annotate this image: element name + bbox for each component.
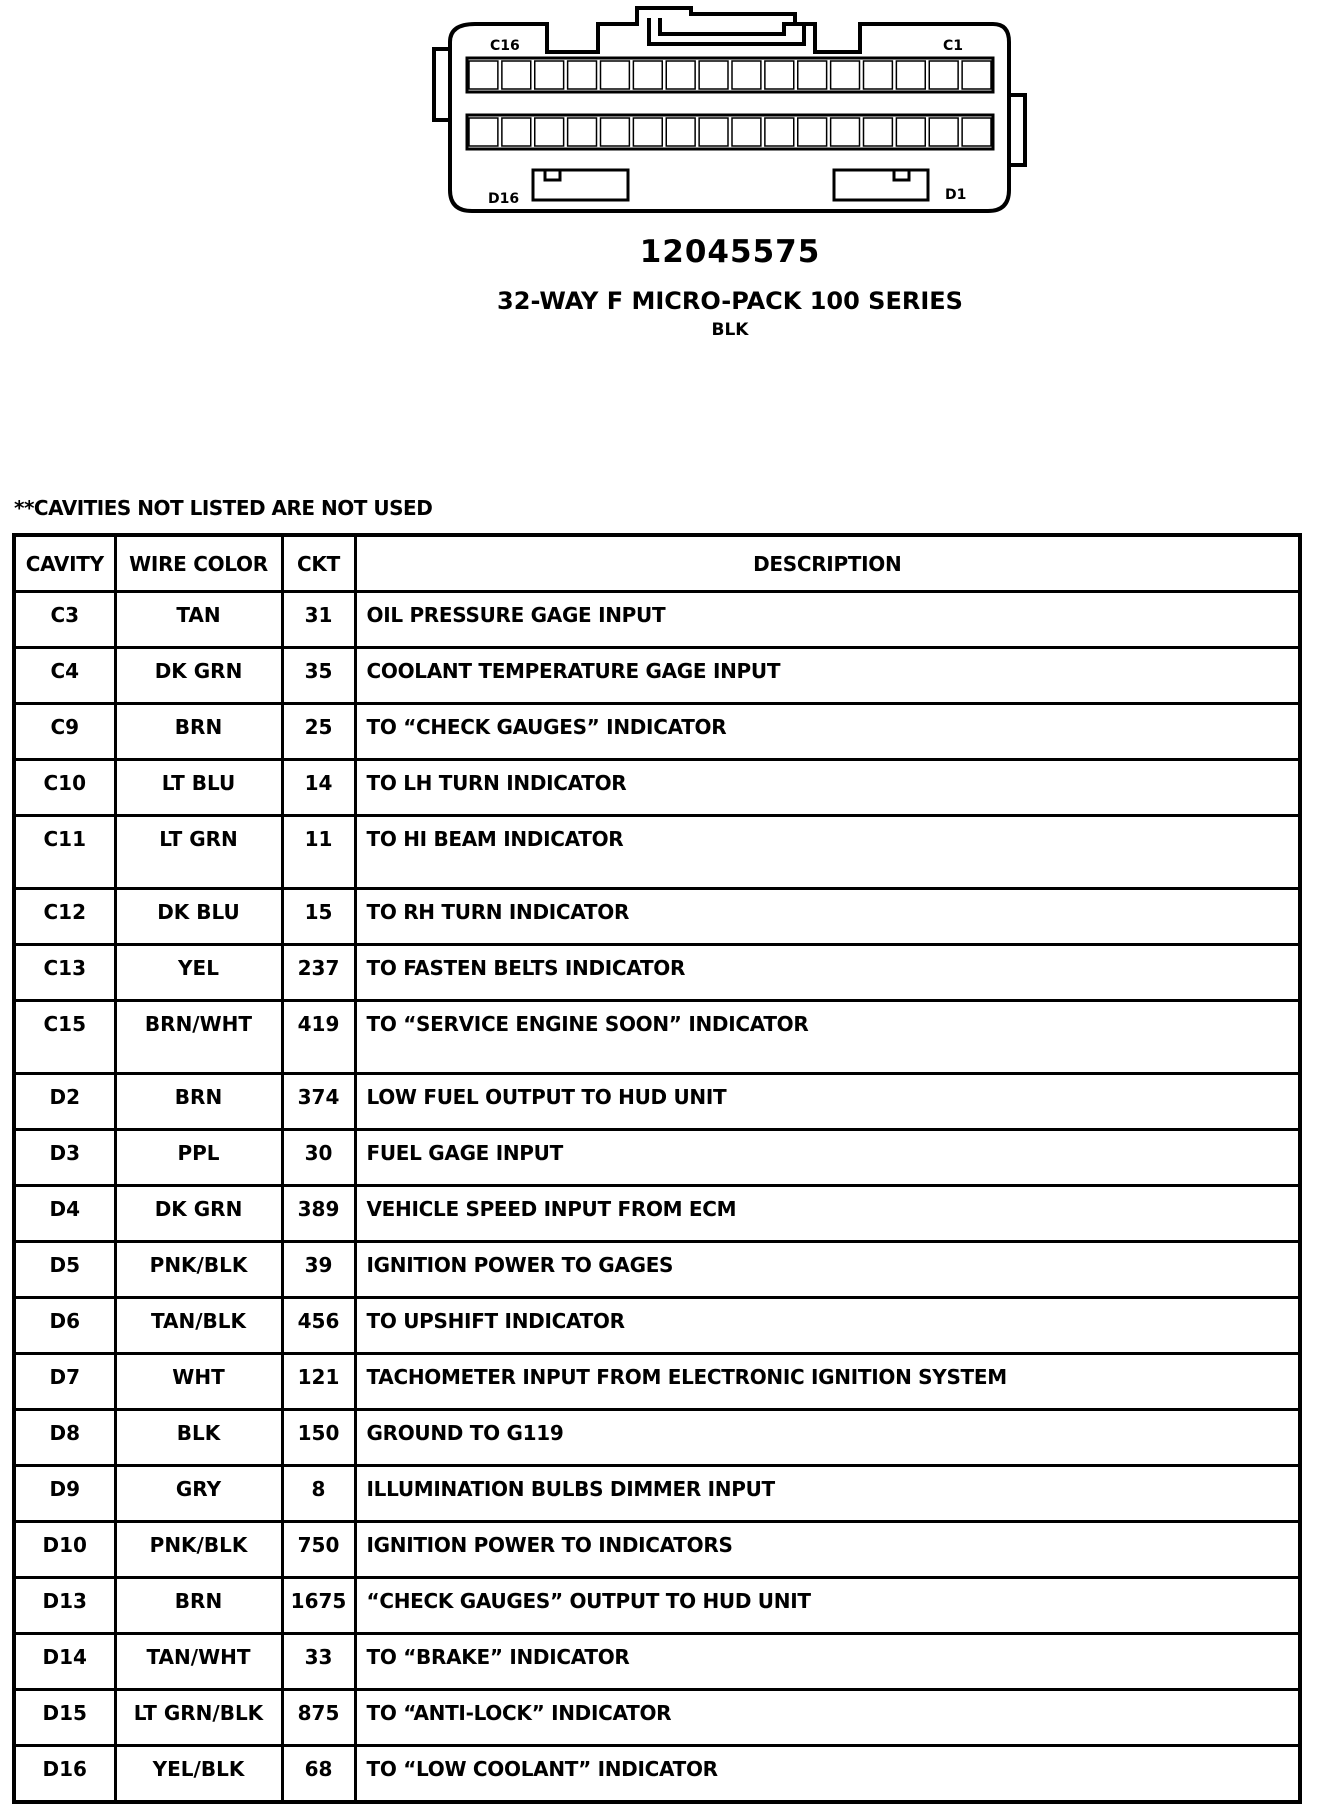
table-row: [14, 1130, 1300, 1186]
cell-description: IGNITION POWER TO GAGES: [355, 1242, 1300, 1298]
cell-cavity: D4: [14, 1186, 115, 1242]
cell-cavity: C11: [14, 816, 115, 889]
cell-ckt: 456: [282, 1298, 355, 1354]
cell-cavity: D7: [14, 1354, 115, 1410]
cavity-d5: [831, 118, 860, 146]
cavity-d11: [633, 118, 662, 146]
cell-description: TO “SERVICE ENGINE SOON” INDICATOR: [355, 1001, 1300, 1074]
cell-ckt: 875: [282, 1690, 355, 1746]
cell-cavity: D15: [14, 1690, 115, 1746]
cell-ckt: 25: [282, 704, 355, 760]
bottom-left-key: [533, 170, 628, 200]
cell-cavity: D5: [14, 1242, 115, 1298]
cavity-d12: [601, 118, 630, 146]
cell-wire-color: TAN: [115, 592, 282, 648]
cavity-c15: [502, 61, 531, 89]
cavity-row-d: [467, 115, 993, 149]
cavity-c7: [765, 61, 794, 89]
left-side-tab: [434, 49, 450, 120]
cell-description: IGNITION POWER TO INDICATORS: [355, 1522, 1300, 1578]
cavity-row-outline: [467, 58, 993, 92]
cell-cavity: C12: [14, 889, 115, 945]
cell-ckt: 389: [282, 1186, 355, 1242]
cell-ckt: 121: [282, 1354, 355, 1410]
cavity-d6: [798, 118, 827, 146]
connector-color: BLK: [711, 320, 749, 340]
cell-cavity: C9: [14, 704, 115, 760]
table-row: [14, 704, 1300, 760]
cell-description: OIL PRESSURE GAGE INPUT: [355, 592, 1300, 648]
cavity-d8: [732, 118, 761, 146]
cavity-c13: [568, 61, 597, 89]
cavity-c3: [896, 61, 925, 89]
cavity-d14: [535, 118, 564, 146]
cavity-c9: [699, 61, 728, 89]
cell-cavity: C13: [14, 945, 115, 1001]
cell-ckt: 750: [282, 1522, 355, 1578]
cell-wire-color: PPL: [115, 1130, 282, 1186]
cell-wire-color: PNK/BLK: [115, 1242, 282, 1298]
cavity-c11: [633, 61, 662, 89]
cell-ckt: 33: [282, 1634, 355, 1690]
cell-wire-color: LT GRN/BLK: [115, 1690, 282, 1746]
cell-cavity: C4: [14, 648, 115, 704]
cell-description: TO “LOW COOLANT” INDICATOR: [355, 1746, 1300, 1803]
cell-cavity: C10: [14, 760, 115, 816]
header-cavity: CAVITY: [14, 535, 115, 592]
header-ckt: CKT: [282, 535, 355, 592]
cell-ckt: 30: [282, 1130, 355, 1186]
table-row: [14, 1578, 1300, 1634]
cell-cavity: C3: [14, 592, 115, 648]
bottom-right-key: [834, 170, 928, 200]
cavity-c6: [798, 61, 827, 89]
table-row: [14, 1298, 1300, 1354]
cell-cavity: D13: [14, 1578, 115, 1634]
cavity-c16: [469, 61, 498, 89]
cell-ckt: 8: [282, 1466, 355, 1522]
table-row: [14, 760, 1300, 816]
label-c1: C1: [943, 38, 964, 54]
cell-description: LOW FUEL OUTPUT TO HUD UNIT: [355, 1074, 1300, 1130]
label-c16: C16: [490, 38, 520, 54]
cavity-d7: [765, 118, 794, 146]
table-row: [14, 1690, 1300, 1746]
cavity-c8: [732, 61, 761, 89]
cell-description: TO HI BEAM INDICATOR: [355, 816, 1300, 889]
cavity-d16: [469, 118, 498, 146]
cell-ckt: 31: [282, 592, 355, 648]
table-row: [14, 592, 1300, 648]
cell-ckt: 15: [282, 889, 355, 945]
cell-description: TO “CHECK GAUGES” INDICATOR: [355, 704, 1300, 760]
cell-cavity: D3: [14, 1130, 115, 1186]
cell-ckt: 11: [282, 816, 355, 889]
table-row: [14, 1242, 1300, 1298]
cell-wire-color: TAN/BLK: [115, 1298, 282, 1354]
cell-cavity: D10: [14, 1522, 115, 1578]
cavity-c4: [864, 61, 893, 89]
cavity-d15: [502, 118, 531, 146]
header-description: DESCRIPTION: [355, 535, 1300, 592]
cavity-c14: [535, 61, 564, 89]
cell-wire-color: DK GRN: [115, 1186, 282, 1242]
cell-cavity: D2: [14, 1074, 115, 1130]
connector-diagram: [0, 0, 1328, 230]
table-row: [14, 1746, 1300, 1803]
cell-description: COOLANT TEMPERATURE GAGE INPUT: [355, 648, 1300, 704]
footnote: **CAVITIES NOT LISTED ARE NOT USED: [14, 496, 433, 520]
table-row: [14, 1186, 1300, 1242]
cell-wire-color: BRN: [115, 1074, 282, 1130]
table-row: [14, 648, 1300, 704]
label-d1: D1: [945, 187, 967, 203]
table-row: [14, 816, 1300, 889]
cell-ckt: 374: [282, 1074, 355, 1130]
cell-wire-color: LT GRN: [115, 816, 282, 889]
cavity-d3: [896, 118, 925, 146]
cell-description: ILLUMINATION BULBS DIMMER INPUT: [355, 1466, 1300, 1522]
cell-wire-color: GRY: [115, 1466, 282, 1522]
table-row: [14, 1354, 1300, 1410]
cell-wire-color: PNK/BLK: [115, 1522, 282, 1578]
cell-wire-color: WHT: [115, 1354, 282, 1410]
cell-wire-color: BRN: [115, 1578, 282, 1634]
cell-description: TO UPSHIFT INDICATOR: [355, 1298, 1300, 1354]
cell-wire-color: YEL: [115, 945, 282, 1001]
header-wire-color: WIRE COLOR: [115, 535, 282, 592]
cell-cavity: D14: [14, 1634, 115, 1690]
table-row: [14, 1522, 1300, 1578]
pinout-table: [12, 533, 1302, 1804]
cavity-c1: [962, 61, 991, 89]
table-row: [14, 1466, 1300, 1522]
cell-wire-color: BLK: [115, 1410, 282, 1466]
cell-ckt: 150: [282, 1410, 355, 1466]
cell-wire-color: BRN/WHT: [115, 1001, 282, 1074]
cell-ckt: 39: [282, 1242, 355, 1298]
cavity-row-c: [467, 58, 993, 92]
cell-ckt: 14: [282, 760, 355, 816]
cell-wire-color: LT BLU: [115, 760, 282, 816]
table-header-row: [14, 535, 1300, 592]
table-row: [14, 889, 1300, 945]
cavity-c10: [666, 61, 695, 89]
cell-wire-color: TAN/WHT: [115, 1634, 282, 1690]
connector-name: 32-WAY F MICRO-PACK 100 SERIES: [497, 287, 963, 315]
table-row: [14, 1001, 1300, 1074]
cavity-d2: [929, 118, 958, 146]
cavity-d1: [962, 118, 991, 146]
cell-ckt: 237: [282, 945, 355, 1001]
cavity-row-outline: [467, 115, 993, 149]
cavity-d10: [666, 118, 695, 146]
cell-ckt: 35: [282, 648, 355, 704]
pinout-table-body: [14, 592, 1300, 1803]
cavity-c2: [929, 61, 958, 89]
cell-cavity: C15: [14, 1001, 115, 1074]
cell-cavity: D16: [14, 1746, 115, 1803]
cell-description: GROUND TO G119: [355, 1410, 1300, 1466]
cell-description: TO “BRAKE” INDICATOR: [355, 1634, 1300, 1690]
cell-description: TO “ANTI-LOCK” INDICATOR: [355, 1690, 1300, 1746]
part-number: 12045575: [639, 234, 821, 270]
cavity-d9: [699, 118, 728, 146]
cavity-c12: [601, 61, 630, 89]
cell-cavity: D8: [14, 1410, 115, 1466]
cavity-c5: [831, 61, 860, 89]
cell-description: VEHICLE SPEED INPUT FROM ECM: [355, 1186, 1300, 1242]
cavity-d13: [568, 118, 597, 146]
cell-ckt: 68: [282, 1746, 355, 1803]
cell-cavity: D9: [14, 1466, 115, 1522]
cell-wire-color: DK BLU: [115, 889, 282, 945]
right-side-tab: [1009, 95, 1025, 165]
cell-wire-color: DK GRN: [115, 648, 282, 704]
cell-description: TO FASTEN BELTS INDICATOR: [355, 945, 1300, 1001]
label-d16: D16: [488, 191, 520, 207]
table-row: [14, 1634, 1300, 1690]
latch-inner: [649, 18, 804, 44]
cell-wire-color: YEL/BLK: [115, 1746, 282, 1803]
cell-description: “CHECK GAUGES” OUTPUT TO HUD UNIT: [355, 1578, 1300, 1634]
table-row: [14, 1410, 1300, 1466]
cell-description: FUEL GAGE INPUT: [355, 1130, 1300, 1186]
table-row: [14, 1074, 1300, 1130]
table-row: [14, 945, 1300, 1001]
cell-ckt: 419: [282, 1001, 355, 1074]
cell-description: TO LH TURN INDICATOR: [355, 760, 1300, 816]
cell-wire-color: BRN: [115, 704, 282, 760]
cell-description: TO RH TURN INDICATOR: [355, 889, 1300, 945]
cell-description: TACHOMETER INPUT FROM ELECTRONIC IGNITION SYSTEM: [355, 1354, 1300, 1410]
cavity-d4: [864, 118, 893, 146]
cell-ckt: 1675: [282, 1578, 355, 1634]
cell-cavity: D6: [14, 1298, 115, 1354]
